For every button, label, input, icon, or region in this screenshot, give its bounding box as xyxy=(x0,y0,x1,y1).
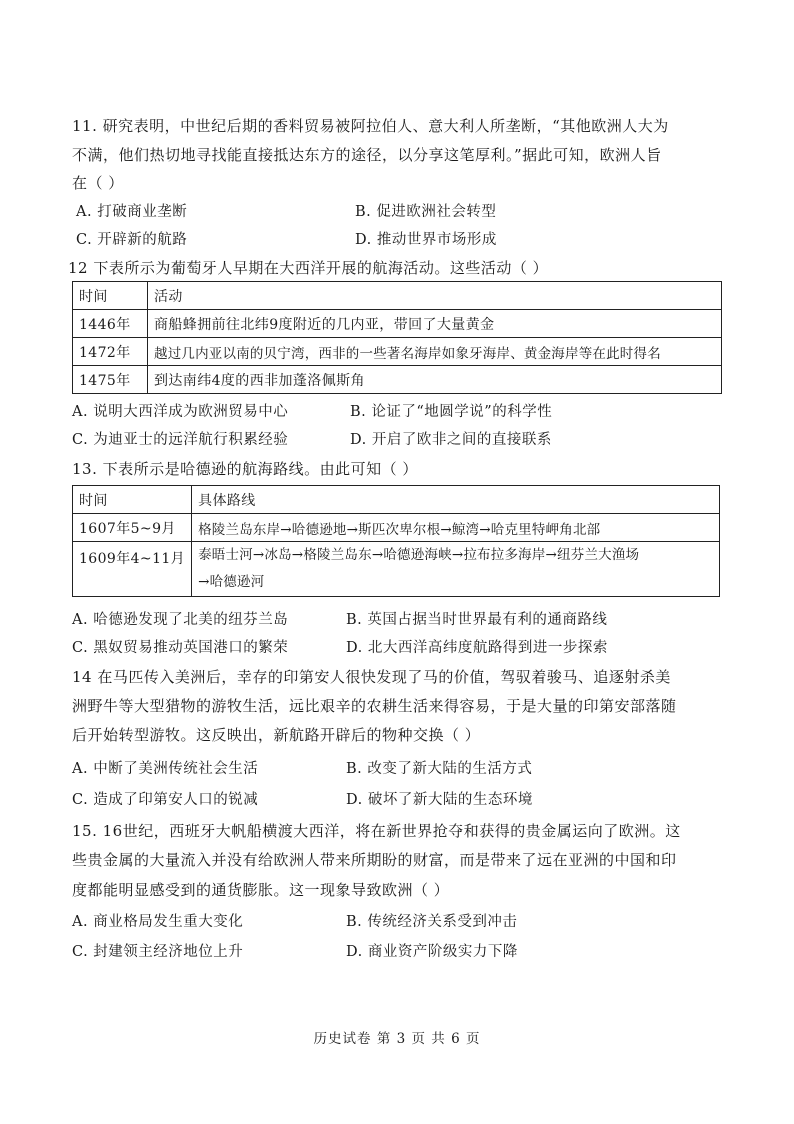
table-row xyxy=(73,310,722,338)
page-footer: 历史试卷 第 3 页 共 6 页 xyxy=(313,1031,481,1047)
q12-option-d[interactable]: D. 开启了欧非之间的直接联系 xyxy=(350,432,552,448)
q11-option-b[interactable]: B. 促进欧洲社会转型 xyxy=(355,204,497,220)
q12-option-b[interactable]: B. 论证了“地圆学说”的科学性 xyxy=(350,404,553,420)
q13-option-b[interactable]: B. 英国占据当时世界最有利的通商路线 xyxy=(346,612,608,628)
q13-table xyxy=(72,485,720,597)
q13-option-a[interactable]: A. 哈德逊发现了北美的纽芬兰岛 xyxy=(72,612,289,628)
q15-option-c[interactable]: C. 封建领主经济地位上升 xyxy=(72,944,244,960)
table-header-row xyxy=(73,486,720,514)
q11-option-a[interactable]: A. 打破商业垄断 xyxy=(76,204,188,220)
q12-option-a[interactable]: A. 说明大西洋成为欧洲贸易中心 xyxy=(72,404,289,420)
table-cell-route: 格陵兰岛东岸→哈德逊地→斯匹次卑尔根→鲸湾→哈克里特岬角北部 xyxy=(192,514,720,542)
table-cell-route xyxy=(192,542,720,597)
q15-option-a[interactable]: A. 商业格局发生重大变化 xyxy=(72,914,244,930)
q15-stem-line-3: 度都能明显感受到的通货膨胀。这一现象导致欧洲（ ） xyxy=(72,881,450,899)
q11-stem-line-3: 在（ ） xyxy=(72,174,124,192)
q12-option-c[interactable]: C. 为迪亚士的远洋航行积累经验 xyxy=(72,432,289,448)
q13-option-d[interactable]: D. 北大西洋高纬度航路得到进一步探索 xyxy=(346,640,608,656)
q11-stem-line-2: 不满，他们热切地寻找能直接抵达东方的途径，以分享这笔厚利。”据此可知，欧洲人旨 xyxy=(72,146,662,164)
table-cell-time: 1609年4~11月 xyxy=(73,542,192,597)
table-row xyxy=(73,366,722,394)
q15-stem-line-1: 15. 16世纪，西班牙大帆船横渡大西洋，将在新世界抢夺和获得的贵金属运向了欧洲。这 xyxy=(72,822,681,840)
q15-stem-line-2: 些贵金属的大量流入并没有给欧洲人带来所期盼的财富，而是带来了远在亚洲的中国和印 xyxy=(72,851,677,869)
q12-table xyxy=(72,281,722,394)
q11-option-c[interactable]: C. 开辟新的航路 xyxy=(76,232,188,248)
q14-option-b[interactable]: B. 改变了新大陆的生活方式 xyxy=(346,761,533,777)
q14-option-c[interactable]: C. 造成了印第安人口的锐减 xyxy=(72,792,259,808)
q13-stem: 13. 下表所示是哈德逊的航海路线。由此可知（ ） xyxy=(72,460,418,478)
table-cell-time: 1472年 xyxy=(73,338,148,366)
route-line-1: 泰晤士河→冰岛→格陵兰岛东→哈德逊海峡→拉布拉多海岸→纽芬兰大渔场 xyxy=(198,547,640,563)
q13-option-c[interactable]: C. 黑奴贸易推动英国港口的繁荣 xyxy=(72,640,289,656)
table-row xyxy=(73,338,722,366)
table-header-route: 具体路线 xyxy=(192,486,720,514)
q15-option-b[interactable]: B. 传统经济关系受到冲击 xyxy=(346,914,518,930)
route-line-2: →哈德逊河 xyxy=(198,574,265,590)
table-cell-activity: 到达南纬4度的西非加蓬洛佩斯角 xyxy=(148,366,722,394)
q14-stem-line-1: 14 在马匹传入美洲后，幸存的印第安人很快发现了马的价值，驾驭着骏马、追逐射杀美 xyxy=(72,668,671,686)
table-header-row xyxy=(73,282,722,310)
q11-stem-line-1: 11. 研究表明，中世纪后期的香料贸易被阿拉伯人、意大利人所垄断，“其他欧洲人大为 xyxy=(72,117,669,135)
q14-option-d[interactable]: D. 破坏了新大陆的生态环境 xyxy=(346,792,533,808)
table-cell-time: 1446年 xyxy=(73,310,148,338)
table-cell-activity: 商船蜂拥前往北纬9度附近的几内亚，带回了大量黄金 xyxy=(148,310,722,338)
table-header-time: 时间 xyxy=(73,282,148,310)
q14-stem-line-3: 后开始转型游牧。这反映出，新航路开辟后的物种交换（ ） xyxy=(72,726,481,744)
q12-stem: 12 下表所示为葡萄牙人早期在大西洋开展的航海活动。这些活动（ ） xyxy=(68,259,549,277)
q14-option-a[interactable]: A. 中断了美洲传统社会生活 xyxy=(72,761,259,777)
q11-option-d[interactable]: D. 推动世界市场形成 xyxy=(355,232,497,248)
table-cell-time: 1475年 xyxy=(73,366,148,394)
table-row xyxy=(73,514,720,542)
table-cell-activity: 越过几内亚以南的贝宁湾，西非的一些著名海岸如象牙海岸、黄金海岸等在此时得名 xyxy=(148,338,722,366)
q14-stem-line-2: 洲野牛等大型猎物的游牧生活，远比艰辛的农耕生活来得容易，于是大量的印第安部落随 xyxy=(72,697,677,715)
q15-option-d[interactable]: D. 商业资产阶级实力下降 xyxy=(346,944,518,960)
table-header-activity: 活动 xyxy=(148,282,722,310)
table-header-time: 时间 xyxy=(73,486,192,514)
table-row xyxy=(73,542,720,597)
table-cell-time: 1607年5~9月 xyxy=(73,514,192,542)
